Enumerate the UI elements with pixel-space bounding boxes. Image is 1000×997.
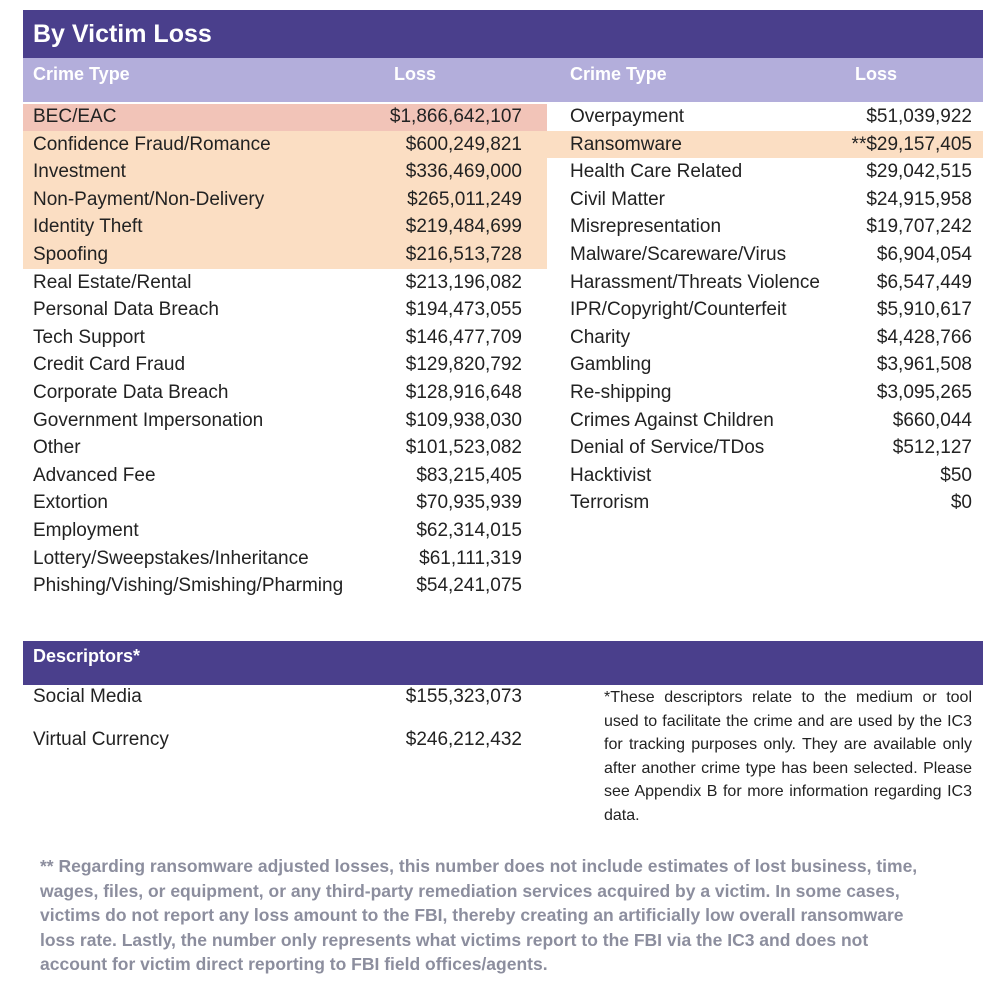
loss-value: $216,513,728 [405, 244, 522, 265]
crime-type: Investment [33, 161, 126, 183]
crime-type: IPR/Copyright/Counterfeit [570, 299, 787, 321]
crime-type: Extortion [33, 492, 108, 514]
loss-value: $62,314,015 [416, 520, 522, 541]
crime-type: Hacktivist [570, 464, 652, 486]
descriptors-note: *These descriptors relate to the medium or tool used to facilitate the crime and are used by the IC3 for tracking purposes only. They are available only after another crime type has been selected. Please see Appendix B for more information regarding IC3 data. [604, 689, 972, 824]
crime-type: Advanced Fee [33, 464, 156, 486]
column-header-row [23, 58, 983, 102]
descriptor-name: Virtual Currency [33, 729, 169, 750]
crime-type: Misrepresentation [570, 216, 722, 238]
loss-value: $6,904,054 [876, 244, 972, 265]
loss-value: $83,215,405 [416, 464, 522, 486]
loss-value: $213,196,082 [405, 271, 522, 293]
loss-value: $19,707,242 [866, 216, 972, 238]
loss-value: $0 [950, 492, 972, 514]
crime-type: Harassment/Threats Violence [570, 271, 820, 293]
crime-type: Corporate Data Breach [33, 382, 229, 403]
crime-type: Lottery/Sweepstakes/Inheritance [33, 547, 309, 569]
crime-type: Crimes Against Children [570, 409, 774, 431]
crime-type: Credit Card Fraud [33, 354, 186, 376]
descriptors-divider [23, 683, 983, 685]
loss-value: $194,473,055 [405, 299, 522, 321]
loss-value: **$29,157,405 [851, 133, 972, 155]
loss-value: $219,484,699 [405, 216, 522, 238]
crime-type: Spoofing [33, 244, 109, 265]
descriptor-loss: $246,212,432 [405, 729, 522, 750]
crime-type: Terrorism [570, 492, 650, 514]
descriptor-loss: $155,323,073 [405, 686, 522, 707]
crime-type: Personal Data Breach [33, 299, 219, 321]
crime-type: Phishing/Vishing/Smishing/Pharming [33, 575, 344, 597]
loss-value: $61,111,319 [419, 547, 522, 569]
loss-value: $660,044 [892, 409, 972, 431]
crime-type: Overpayment [570, 106, 685, 127]
crime-type: Malware/Scareware/Virus [570, 244, 787, 265]
loss-value: $3,961,508 [876, 354, 972, 376]
crime-type: Charity [570, 326, 631, 348]
loss-value: $128,916,648 [405, 382, 522, 403]
crime-type: Government Impersonation [33, 409, 264, 431]
loss-value: $6,547,449 [876, 271, 972, 293]
crime-type: Confidence Fraud/Romance [33, 133, 271, 155]
loss-value: $265,011,249 [407, 188, 522, 210]
loss-value: $1,866,642,107 [389, 106, 522, 127]
loss-value: $101,523,082 [405, 437, 522, 459]
loss-value: $29,042,515 [866, 161, 972, 183]
right-loss-header: Loss [855, 64, 898, 84]
loss-value: $512,127 [892, 437, 972, 459]
loss-value: $50 [940, 464, 972, 486]
right-crime-type-header: Crime Type [570, 64, 667, 84]
loss-value: $51,039,922 [866, 106, 972, 127]
crime-type: Tech Support [33, 326, 145, 348]
left-crime-type-header: Crime Type [33, 64, 130, 84]
crime-type: Real Estate/Rental [33, 271, 192, 293]
crime-type: Gambling [570, 354, 652, 376]
loss-value: $336,469,000 [405, 161, 522, 183]
crime-type: Employment [33, 520, 139, 541]
descriptor-name: Social Media [33, 686, 142, 707]
loss-value: $109,938,030 [405, 409, 522, 431]
crime-type: Health Care Related [570, 161, 743, 183]
loss-value: $146,477,709 [405, 326, 522, 348]
left-loss-header: Loss [394, 64, 437, 84]
crime-type: BEC/EAC [33, 106, 117, 127]
crime-type: Re-shipping [570, 382, 672, 403]
loss-value: $3,095,265 [876, 382, 972, 403]
loss-value: $129,820,792 [405, 354, 522, 376]
loss-value: $5,910,617 [876, 299, 972, 321]
loss-value: $24,915,958 [866, 188, 972, 210]
crime-type: Ransomware [570, 133, 682, 155]
loss-value: $70,935,939 [416, 492, 522, 514]
crime-type: Other [33, 437, 81, 459]
loss-value: $600,249,821 [405, 133, 522, 155]
table-title: By Victim Loss [23, 10, 983, 58]
crime-type: Non-Payment/Non-Delivery [33, 188, 265, 210]
crime-type: Denial of Service/TDos [570, 437, 765, 459]
crime-type: Identity Theft [33, 216, 143, 238]
loss-value: $54,241,075 [416, 575, 522, 597]
descriptors-header: Descriptors* [23, 641, 983, 683]
crime-type: Civil Matter [570, 188, 666, 210]
ransomware-footnote: ** Regarding ransomware adjusted losses, this number does not include estimates of lost business, time, wages, files, or equipment, or any third-party remediation services acquired by a victim. In some cases, victims do not report any loss amount to the FBI, thereby creating an artificially low overall ransomware loss rate. Lastly, the number only represents what victims report to the FBI via the IC3 and does not account for victim direct reporting to FBI field offices/agents. [40, 856, 918, 975]
loss-value: $4,428,766 [876, 326, 972, 348]
